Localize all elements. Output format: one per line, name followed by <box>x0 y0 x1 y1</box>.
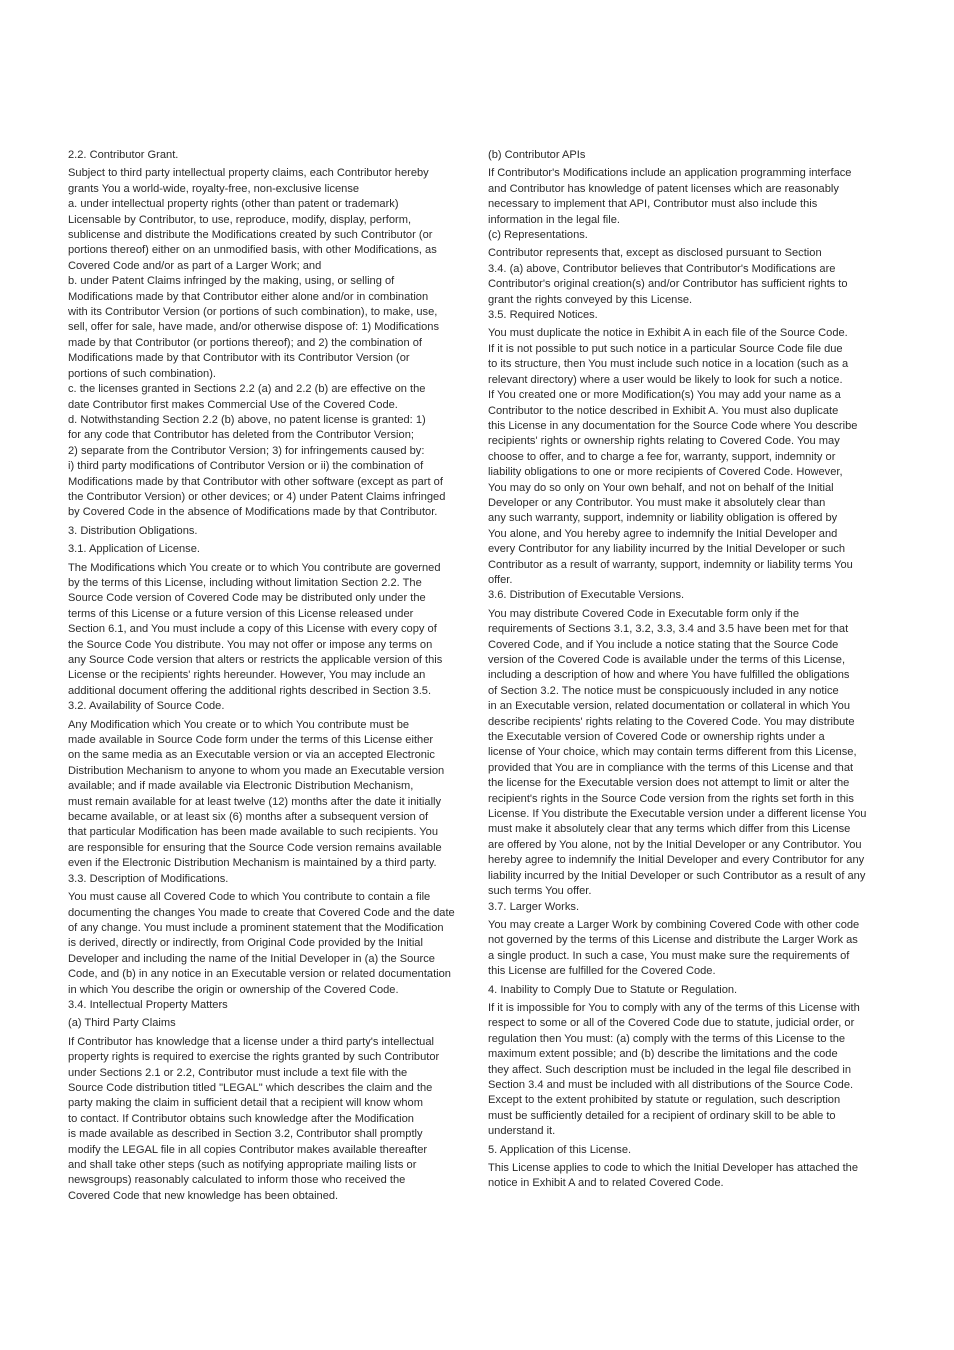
text-line: by the terms of this License, including without limitation Section 2.2. The <box>68 576 422 589</box>
text-line: Developer and including the name of the Initial Developer in (a) the Source <box>68 952 435 965</box>
text-line: Section 3.4 and must be included with all distributions of the Source Code. <box>488 1078 854 1091</box>
text-line: to its structure, then You must include such notice in a location (such as a <box>488 358 849 371</box>
text-line: If Contributor has knowledge that a license under a third party's intellectual <box>68 1035 434 1048</box>
text-line: If You created one or more Modification(s) You may add your name as a <box>488 389 841 402</box>
text-line: made by that Contributor (or portions thereof); and 2) the combination of <box>68 336 422 349</box>
text-line: respect to some or all of the Covered Code due to statute, judicial order, or <box>488 1017 855 1030</box>
text-line: modify the LEGAL file in all copies Contributor makes available thereafter <box>68 1143 428 1156</box>
text-line: is derived, directly or indirectly, from Original Code provided by the Initial <box>68 937 423 950</box>
text-line: 3. Distribution Obligations. <box>68 524 198 537</box>
text-line: 3.3. Description of Modifications. <box>68 872 229 885</box>
text-line: Code, and (b) in any notice in an Executable version or related documentation <box>68 968 451 981</box>
text-line: You may create a Larger Work by combining Covered Code with other code <box>488 918 860 931</box>
text-line: Developer or any Contributor. You must make it absolutely clear than <box>488 496 826 509</box>
text-line: You must duplicate the notice in Exhibit A in each file of the Source Code. <box>488 327 848 340</box>
text-line: License or the recipients' rights hereunder. However, You may include an <box>68 669 426 682</box>
text-line: even if the Electronic Distribution Mechanism is maintained by a third party. <box>68 857 437 870</box>
text-line: 3.5. Required Notices. <box>488 309 598 322</box>
text-line: 2) separate from the Contributor Version; 3) for infringements caused by: <box>68 444 425 457</box>
text-line: version of the Covered Code is available under the terms of this License, <box>488 654 846 666</box>
text-line: on the same media as an Executable version or via an accepted Electronic <box>68 749 435 762</box>
text-line: available; and if made available via Electronic Distribution Mechanism, <box>68 780 414 793</box>
text-line: You must cause all Covered Code to which You contribute to contain a file <box>68 891 431 904</box>
text-line: are responsible for ensuring that the Source Code version remains available <box>68 841 442 854</box>
text-line: You may do so only on Your own behalf, and not on behalf of the Initial <box>488 481 834 494</box>
text-line: The Modifications which You create or to which You contribute are governed <box>68 561 441 574</box>
text-line: Covered Code that new knowledge has been obtained. <box>68 1189 339 1202</box>
text-line: the license for the Executable version does not attempt to limit or alter the <box>488 777 850 790</box>
text-line: Modifications made by that Contributor either alone and/or in combination <box>68 290 429 303</box>
text-line: a. under intellectual property rights (other than patent or trademark) <box>68 198 399 211</box>
text-line: recipients' rights or ownership rights relating to Covered Code. You may <box>488 435 840 448</box>
text-line: 3.1. Application of License. <box>68 543 200 556</box>
text-line: any such warranty, support, indemnity or liability obligation is offered by <box>488 512 838 525</box>
text-line: Subject to third party intellectual property claims, each Contributor hereby <box>68 167 429 180</box>
text-line: under Sections 2.1 or 2.2, Contributor must include a text file with the <box>68 1066 408 1079</box>
text-line: party making the claim in sufficient detail that a recipient will know whom <box>68 1097 423 1110</box>
text-line: newsgroups) reasonably calculated to inform those who received the <box>68 1174 406 1187</box>
text-line: information in the legal file. <box>488 213 620 226</box>
text-line: 2.2. Contributor Grant. <box>68 149 179 161</box>
text-line: c. the licenses granted in Sections 2.2 (a) and 2.2 (b) are effective on the <box>68 383 426 396</box>
text-line: necessary to implement that API, Contributor must also include this <box>488 198 818 211</box>
text-line: (c) Representations. <box>488 229 588 242</box>
text-line: every Contributor for any liability incurred by the Initial Developer or such <box>488 543 846 556</box>
text-line: i) third party modifications of Contributor Version or ii) the combination of <box>68 460 424 473</box>
text-line: date Contributor first makes Commercial Use of the Covered Code. <box>68 398 398 411</box>
text-line: (a) Third Party Claims <box>68 1017 176 1030</box>
text-line: provided that You are in compliance with the terms of this License and that <box>488 761 854 774</box>
text-line: (b) Contributor APIs <box>488 149 586 161</box>
text-line: and Contributor has knowledge of patent licenses which are reasonably <box>488 182 839 195</box>
text-line: If it is not possible to put such notice in a particular Source Code file due <box>488 342 843 355</box>
text-line: Modifications made by that Contributor with other software (except as part of <box>68 475 443 488</box>
text-line: describe recipients' rights relating to the Covered Code. You may distribute <box>488 715 855 728</box>
text-line: 3.6. Distribution of Executable Versions. <box>488 589 685 602</box>
text-line: Covered Code, and if You include a notice stating that the Source Code <box>488 638 839 651</box>
text-line: understand it. <box>488 1125 556 1138</box>
text-line: grant the rights conveyed by this License. <box>488 293 693 306</box>
text-line: 3.4. (a) above, Contributor believes that Contributor's Modifications are <box>488 262 836 275</box>
text-line: property rights is required to exercise the rights granted by such Contributor <box>68 1051 440 1064</box>
text-line: grants You a world-wide, royalty-free, non-exclusive license <box>68 182 360 195</box>
text-line: regulation then You must: (a) comply with the terms of this License to the <box>488 1032 846 1045</box>
text-line: Contributor represents that, except as disclosed pursuant to Section <box>488 247 822 260</box>
text-line: documenting the changes You made to create that Covered Code and the date <box>68 906 455 919</box>
text-line: they affect. Such description must be included in the legal file described in <box>488 1063 852 1076</box>
text-line: not governed by the terms of this License and distribute the Larger Work as <box>488 934 858 947</box>
text-line: must make it absolutely clear that any terms which differ from this License <box>488 823 851 836</box>
text-line: If it is impossible for You to comply with any of the terms of this License with <box>488 1001 860 1014</box>
text-line: Distribution Mechanism to anyone to whom you made an Executable version <box>68 764 445 777</box>
text-line: license of Your choice, which may contain terms different from this License, <box>488 746 857 759</box>
text-line: in which You describe the origin or ownership of the Covered Code. <box>68 983 399 996</box>
text-line: recipient's rights in the Source Code version from the rights set forth in this <box>488 792 854 805</box>
text-line: the Contributor Version) or other devices; or 4) under Patent Claims infringed <box>68 490 446 503</box>
text-line: to contact. If Contributor obtains such knowledge after the Modification <box>68 1112 414 1125</box>
text-line: 4. Inability to Comply Due to Statute or Regulation. <box>488 983 738 996</box>
text-line: Modifications made by that Contributor with its Contributor Version (or <box>68 352 410 365</box>
text-line: liability incurred by the Initial Developer or such Contributor as a result of any <box>488 869 866 882</box>
text-line: and shall take other steps (such as notifying appropriate mailing lists or <box>68 1159 417 1171</box>
text-line: the Source Code You distribute. You may not offer or impose any terms on <box>68 638 433 651</box>
left-column <box>68 148 468 1204</box>
text-line: Contributor's original creation(s) and/or Contributor has sufficient rights to <box>488 278 848 291</box>
text-line: This License applies to code to which the Initial Developer has attached the <box>488 1162 859 1174</box>
text-line: Contributor as a result of warranty, support, indemnity or liability terms You <box>488 558 853 571</box>
text-line: of any change. You must include a prominent statement that the Modification <box>68 921 444 934</box>
text-line: Contributor to the notice described in Exhibit A. You must also duplicate <box>488 404 839 417</box>
text-line: hereby agree to indemnify the Initial Developer and every Contributor for any <box>488 854 865 867</box>
text-line: You alone, and You hereby agree to indemnify the Initial Developer and <box>488 527 838 540</box>
text-line: with its Contributor Version (or portions of such combination), to make, use, <box>68 306 438 319</box>
text-line: 3.2. Availability of Source Code. <box>68 700 225 713</box>
text-line: choose to offer, and to charge a fee for, warranty, support, indemnity or <box>488 450 836 463</box>
text-line: 3.4. Intellectual Property Matters <box>68 998 228 1011</box>
text-line: of Section 3.2. The notice must be conspicuously included in any notice <box>488 684 839 697</box>
text-line: made available in Source Code form under the terms of this License either <box>68 734 434 747</box>
text-line: became available, or at least six (6) months after a subsequent version of <box>68 811 429 824</box>
text-line: notice in Exhibit A and to related Covered Code. <box>488 1177 724 1190</box>
text-line: requirements of Sections 3.1, 3.2, 3.3, 3.4 and 3.5 have been met for that <box>488 623 849 636</box>
text-line: must remain available for at least twelve (12) months after the date it initially <box>68 795 442 808</box>
text-line: relevant directory) where a user would be likely to look for such a notice. <box>488 373 843 386</box>
text-line: If Contributor's Modifications include an application programming interface <box>488 167 852 180</box>
text-line: Source Code version of Covered Code may be distributed only under the <box>68 592 426 605</box>
text-line: the Executable version of Covered Code or ownership rights under a <box>488 731 825 744</box>
text-line: 3.7. Larger Works. <box>488 900 580 913</box>
text-line: additional document offering the additional rights described in Section 3.5. <box>68 684 432 697</box>
text-line: such terms You offer. <box>488 885 592 898</box>
text-line: Covered Code and/or as part of a Larger Work; and <box>68 259 322 272</box>
text-line: is made available as described in Section 3.2, Contributor shall promptly <box>68 1128 423 1141</box>
text-line: d. Notwithstanding Section 2.2 (b) above, no patent license is granted: 1) <box>68 413 426 426</box>
right-column <box>488 148 888 1192</box>
text-line: You may distribute Covered Code in Executable form only if the <box>488 607 799 620</box>
text-line: are offered by You alone, not by the Initial Developer or any Contributor. You <box>488 838 862 851</box>
text-line: in an Executable version, related documentation or collateral in which You <box>488 700 851 713</box>
text-line: this License in any documentation for the Source Code where You describe <box>488 419 858 432</box>
text-line: this License are fulfilled for the Covered Code. <box>488 965 716 978</box>
text-line: Section 6.1, and You must include a copy of this License with every copy of <box>68 623 437 636</box>
text-line: sell, offer for sale, have made, and/or otherwise dispose of: 1) Modifications <box>68 321 440 334</box>
text-line: License. If You distribute the Executable version under a different license You <box>488 808 867 821</box>
text-line: Licensable by Contributor, to use, reproduce, modify, display, perform, <box>68 213 412 226</box>
text-line: terms of this License or a future version of this License released under <box>68 607 414 620</box>
text-line: Source Code distribution titled "LEGAL" which describes the claim and the <box>68 1081 433 1094</box>
text-line: Except to the extent prohibited by statute or regulation, such description <box>488 1094 841 1107</box>
text-line: Any Modification which You create or to which You contribute must be <box>68 718 410 731</box>
text-line: liability obligations to one or more recipients of Covered Code. However, <box>488 466 843 479</box>
text-line: a single product. In such a case, You must make sure the requirements of <box>488 949 850 962</box>
text-line: sublicense and distribute the Modifications created by such Contributor (or <box>68 229 433 242</box>
text-line: offer. <box>488 573 513 586</box>
text-line: b. under Patent Claims infringed by the making, using, or selling of <box>68 275 395 288</box>
text-line: any Source Code version that alters or restricts the applicable version of this <box>68 654 443 666</box>
text-line: including a description of how and where You have fulfilled the obligations <box>488 669 850 682</box>
text-line: must be sufficiently detailed for a recipient of ordinary skill to be able to <box>488 1109 836 1122</box>
text-line: for any code that Contributor has deleted from the Contributor Version; <box>68 429 414 442</box>
text-line: maximum extent possible; and (b) describe the limitations and the code <box>488 1048 838 1061</box>
text-line: portions thereof) either on an unmodified basis, with other Modifications, as <box>68 244 437 257</box>
text-line: portions of such combination). <box>68 367 216 380</box>
text-line: by Covered Code in the absence of Modifications made by that Contributor. <box>68 506 438 519</box>
text-line: 5. Application of this License. <box>488 1143 632 1156</box>
text-line: that particular Modification has been made available to such recipients. You <box>68 826 439 839</box>
